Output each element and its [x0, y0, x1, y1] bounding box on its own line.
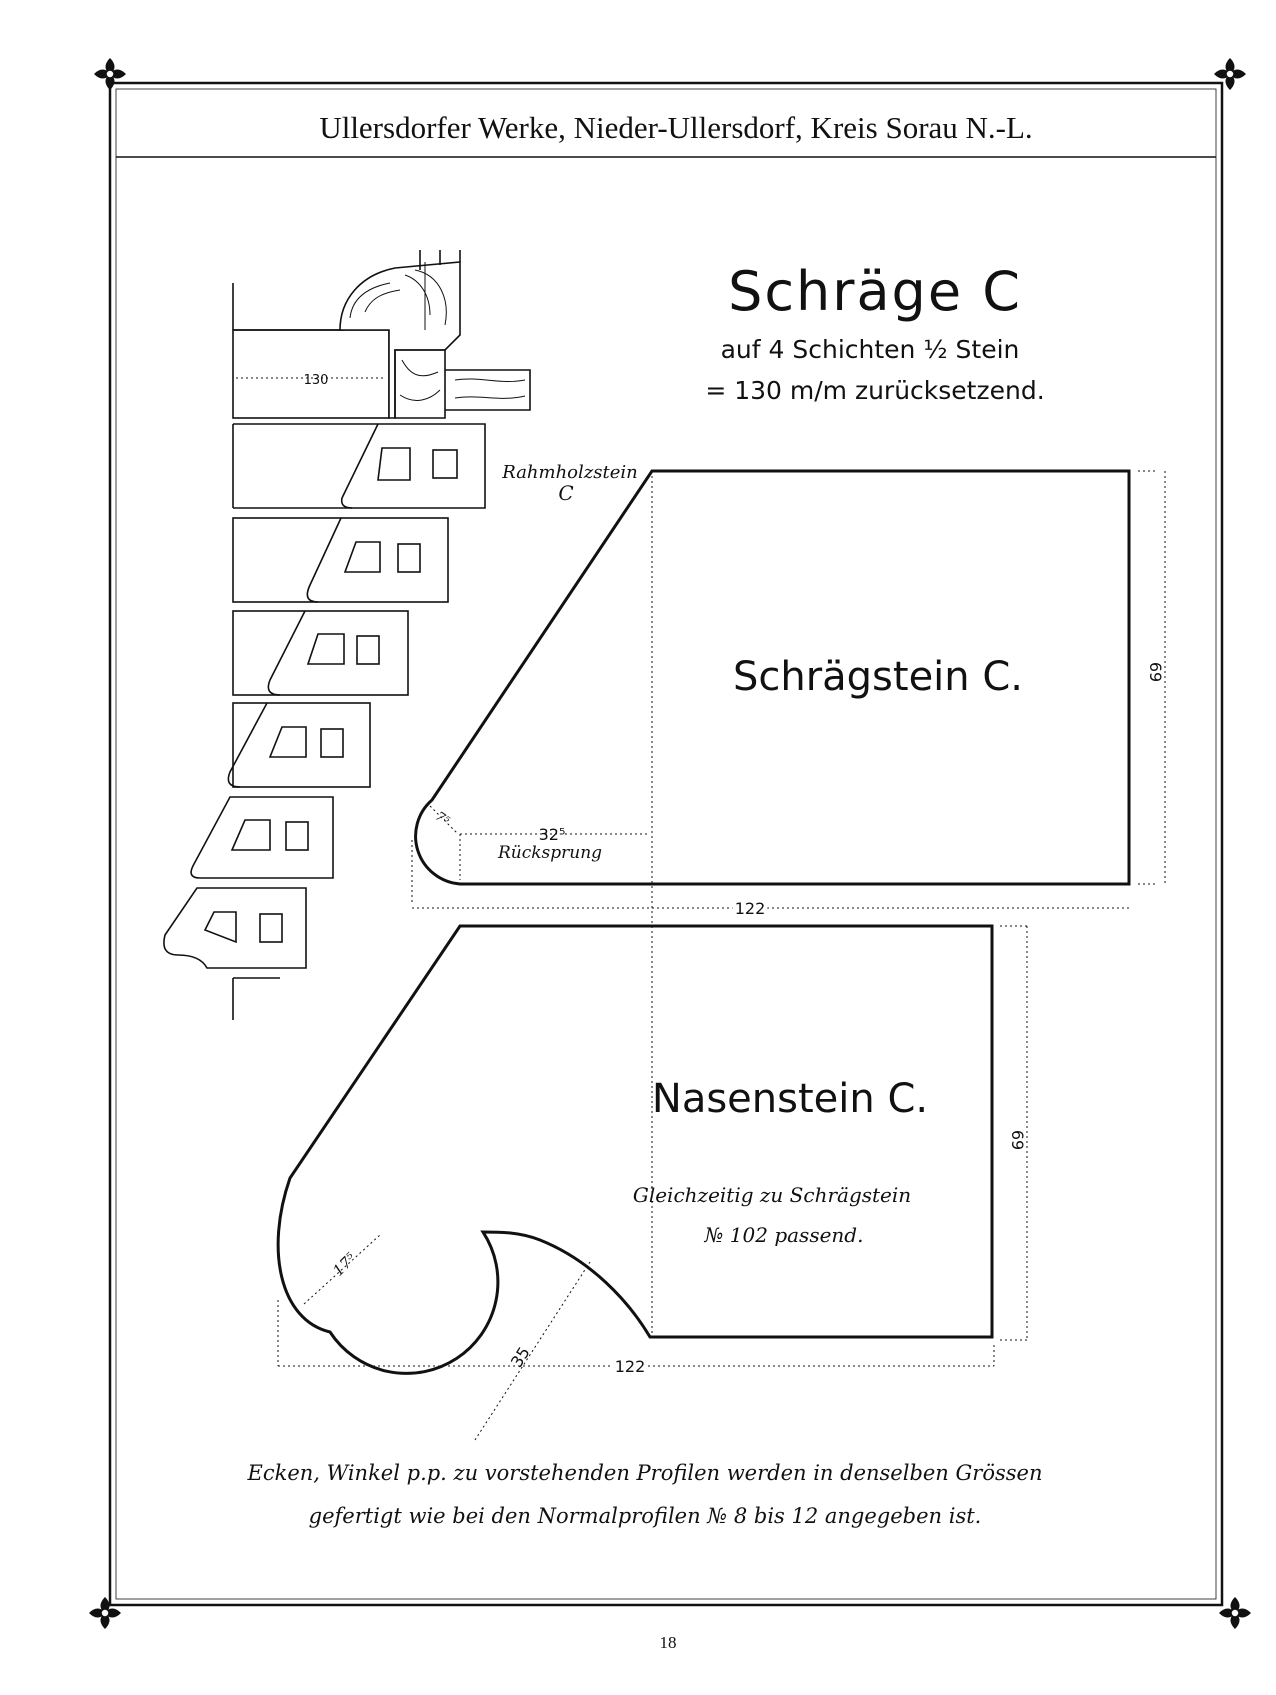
- brick-course-6: [164, 888, 306, 968]
- header-title: Ullersdorfer Werke, Nieder-Ullersdorf, Kreis Sorau N.-L.: [319, 110, 1033, 145]
- schraegstein-radius-label: 7⁵: [432, 809, 452, 830]
- brick-course-2: [233, 518, 448, 602]
- nasenstein-note-line1: Gleichzeitig zu Schrägstein: [632, 1183, 912, 1207]
- rahmholzstein-label-letter: C: [558, 481, 574, 505]
- fleur-de-lis-icon: [1219, 1597, 1251, 1629]
- schraegstein-profile: [412, 471, 1165, 1340]
- page-frame: [110, 83, 1222, 1605]
- fleur-de-lis-icon: [1214, 58, 1246, 90]
- nasenstein-name: Nasenstein C.: [651, 1076, 929, 1122]
- fleur-de-lis-icon: [94, 58, 126, 90]
- brick-course-1: [233, 424, 485, 508]
- rahmholzstein-label: Rahmholzstein: [502, 462, 638, 483]
- nasenstein-note-line2: № 102 passend.: [704, 1223, 864, 1247]
- schraegstein-name: Schrägstein C.: [732, 654, 1024, 700]
- schraegstein-height-label: 69: [1146, 661, 1165, 683]
- dim-130-label: 130: [303, 373, 329, 388]
- page-number: 18: [659, 1633, 677, 1652]
- heading-line1: auf 4 Schichten ½ Stein: [720, 335, 1020, 364]
- heading-line2: = 130 m/m zurücksetzend.: [705, 376, 1045, 405]
- nasenstein-height-label: 69: [1008, 1129, 1027, 1151]
- schraegstein-width-label: 122: [734, 899, 766, 918]
- nasenstein-radius-large-label: 35: [506, 1343, 534, 1371]
- heading-title: Schräge C: [728, 260, 1022, 323]
- nasenstein-width-label: 122: [614, 1357, 646, 1376]
- brick-course-5: [191, 797, 333, 878]
- schraegstein-ruecksprung-dim: 32⁵: [538, 825, 566, 844]
- footer-note-line2: gefertigt wie bei den Normalprofilen № 8 bis 12 angegeben ist.: [308, 1504, 982, 1528]
- section-drawing: [164, 250, 530, 1020]
- page-frame-inner: [116, 89, 1216, 1599]
- schraegstein-ruecksprung-label: Rücksprung: [497, 843, 603, 863]
- fleur-de-lis-icon: [89, 1597, 121, 1629]
- nasenstein-radius-small-label: 17⁵: [329, 1249, 360, 1280]
- footer-note-line1: Ecken, Winkel p.p. zu vorstehenden Profilen werden in denselben Grössen: [247, 1461, 1043, 1485]
- brick-course-4: [228, 703, 370, 787]
- brick-course-3: [233, 611, 408, 695]
